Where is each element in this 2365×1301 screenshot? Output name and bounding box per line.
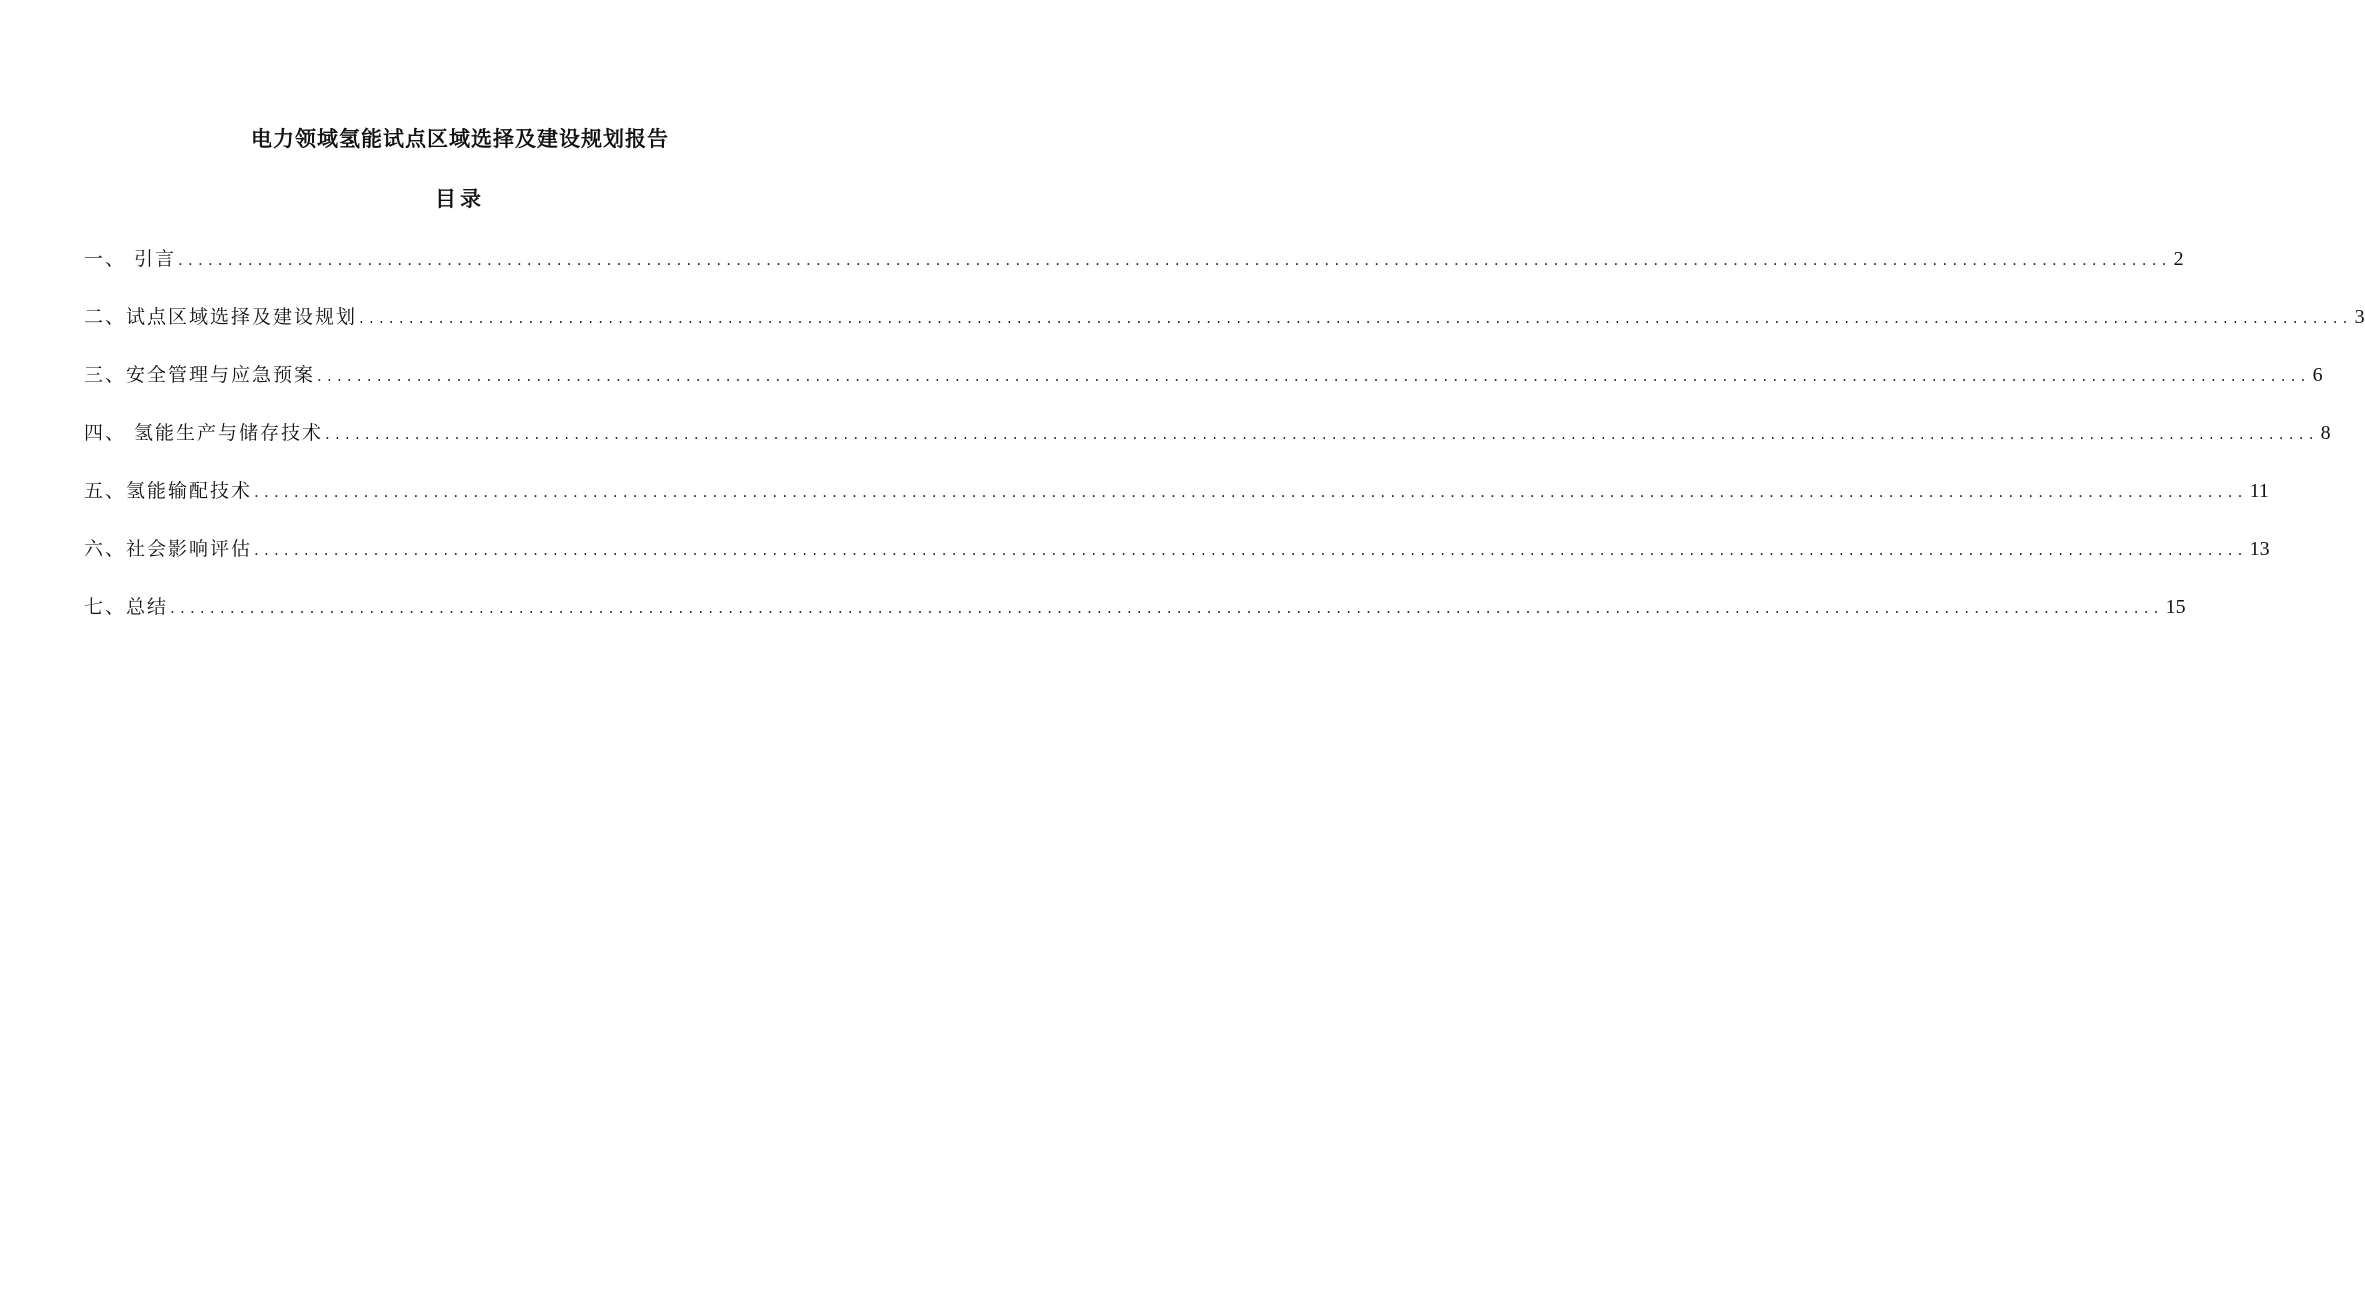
toc-entry-label: 四、 氢能生产与储存技术 xyxy=(84,422,324,444)
toc-dot-leader: ........................................................................................................................................................................................................ xyxy=(359,309,2353,327)
toc-entry-page: 2 xyxy=(2173,248,2184,270)
toc-entry-page: 15 xyxy=(2165,596,2186,618)
toc-entry-label: 二、试点区域选择及建设规划 xyxy=(84,306,358,328)
toc-dot-leader: ........................................................................................................................................................................................................ xyxy=(317,367,2311,385)
toc-entry-page: 8 xyxy=(2320,422,2331,444)
toc-entry-label: 三、安全管理与应急预案 xyxy=(84,364,316,386)
toc-entry-introduction[interactable] xyxy=(84,244,2184,274)
toc-dot-leader: ........................................................................................................................................................................................................ xyxy=(325,425,2319,443)
toc-entry-label: 六、社会影响评估 xyxy=(84,538,253,560)
toc-dot-leader: ........................................................................................................................................................................................................ xyxy=(178,251,2172,269)
document-title: 电力领域氢能试点区域选择及建设规划报告 xyxy=(251,126,669,151)
toc-dot-leader: ........................................................................................................................................................................................................ xyxy=(170,599,2164,617)
toc-entry-label: 一、 引言 xyxy=(84,248,177,270)
toc-entry-social-impact[interactable] xyxy=(84,534,2270,564)
toc-entry-site-selection[interactable] xyxy=(84,302,2365,332)
toc-entry-safety-management[interactable] xyxy=(84,360,2323,390)
toc-entry-page: 11 xyxy=(2249,480,2269,502)
toc-dot-leader: ........................................................................................................................................................................................................ xyxy=(254,483,2248,501)
toc-entry-label: 五、氢能输配技术 xyxy=(84,480,253,502)
toc-entry-production-storage[interactable] xyxy=(84,418,2331,448)
toc-entry-label: 七、总结 xyxy=(84,596,169,618)
toc-entry-summary[interactable] xyxy=(84,592,2186,622)
toc-heading: 目录 xyxy=(435,186,485,211)
toc-entry-page: 3 xyxy=(2354,306,2365,328)
toc-dot-leader: ........................................................................................................................................................................................................ xyxy=(254,541,2248,559)
toc-entry-page: 6 xyxy=(2312,364,2323,386)
toc-entry-distribution[interactable] xyxy=(84,476,2269,506)
toc-entry-page: 13 xyxy=(2249,538,2270,560)
table-of-contents xyxy=(84,244,2365,650)
